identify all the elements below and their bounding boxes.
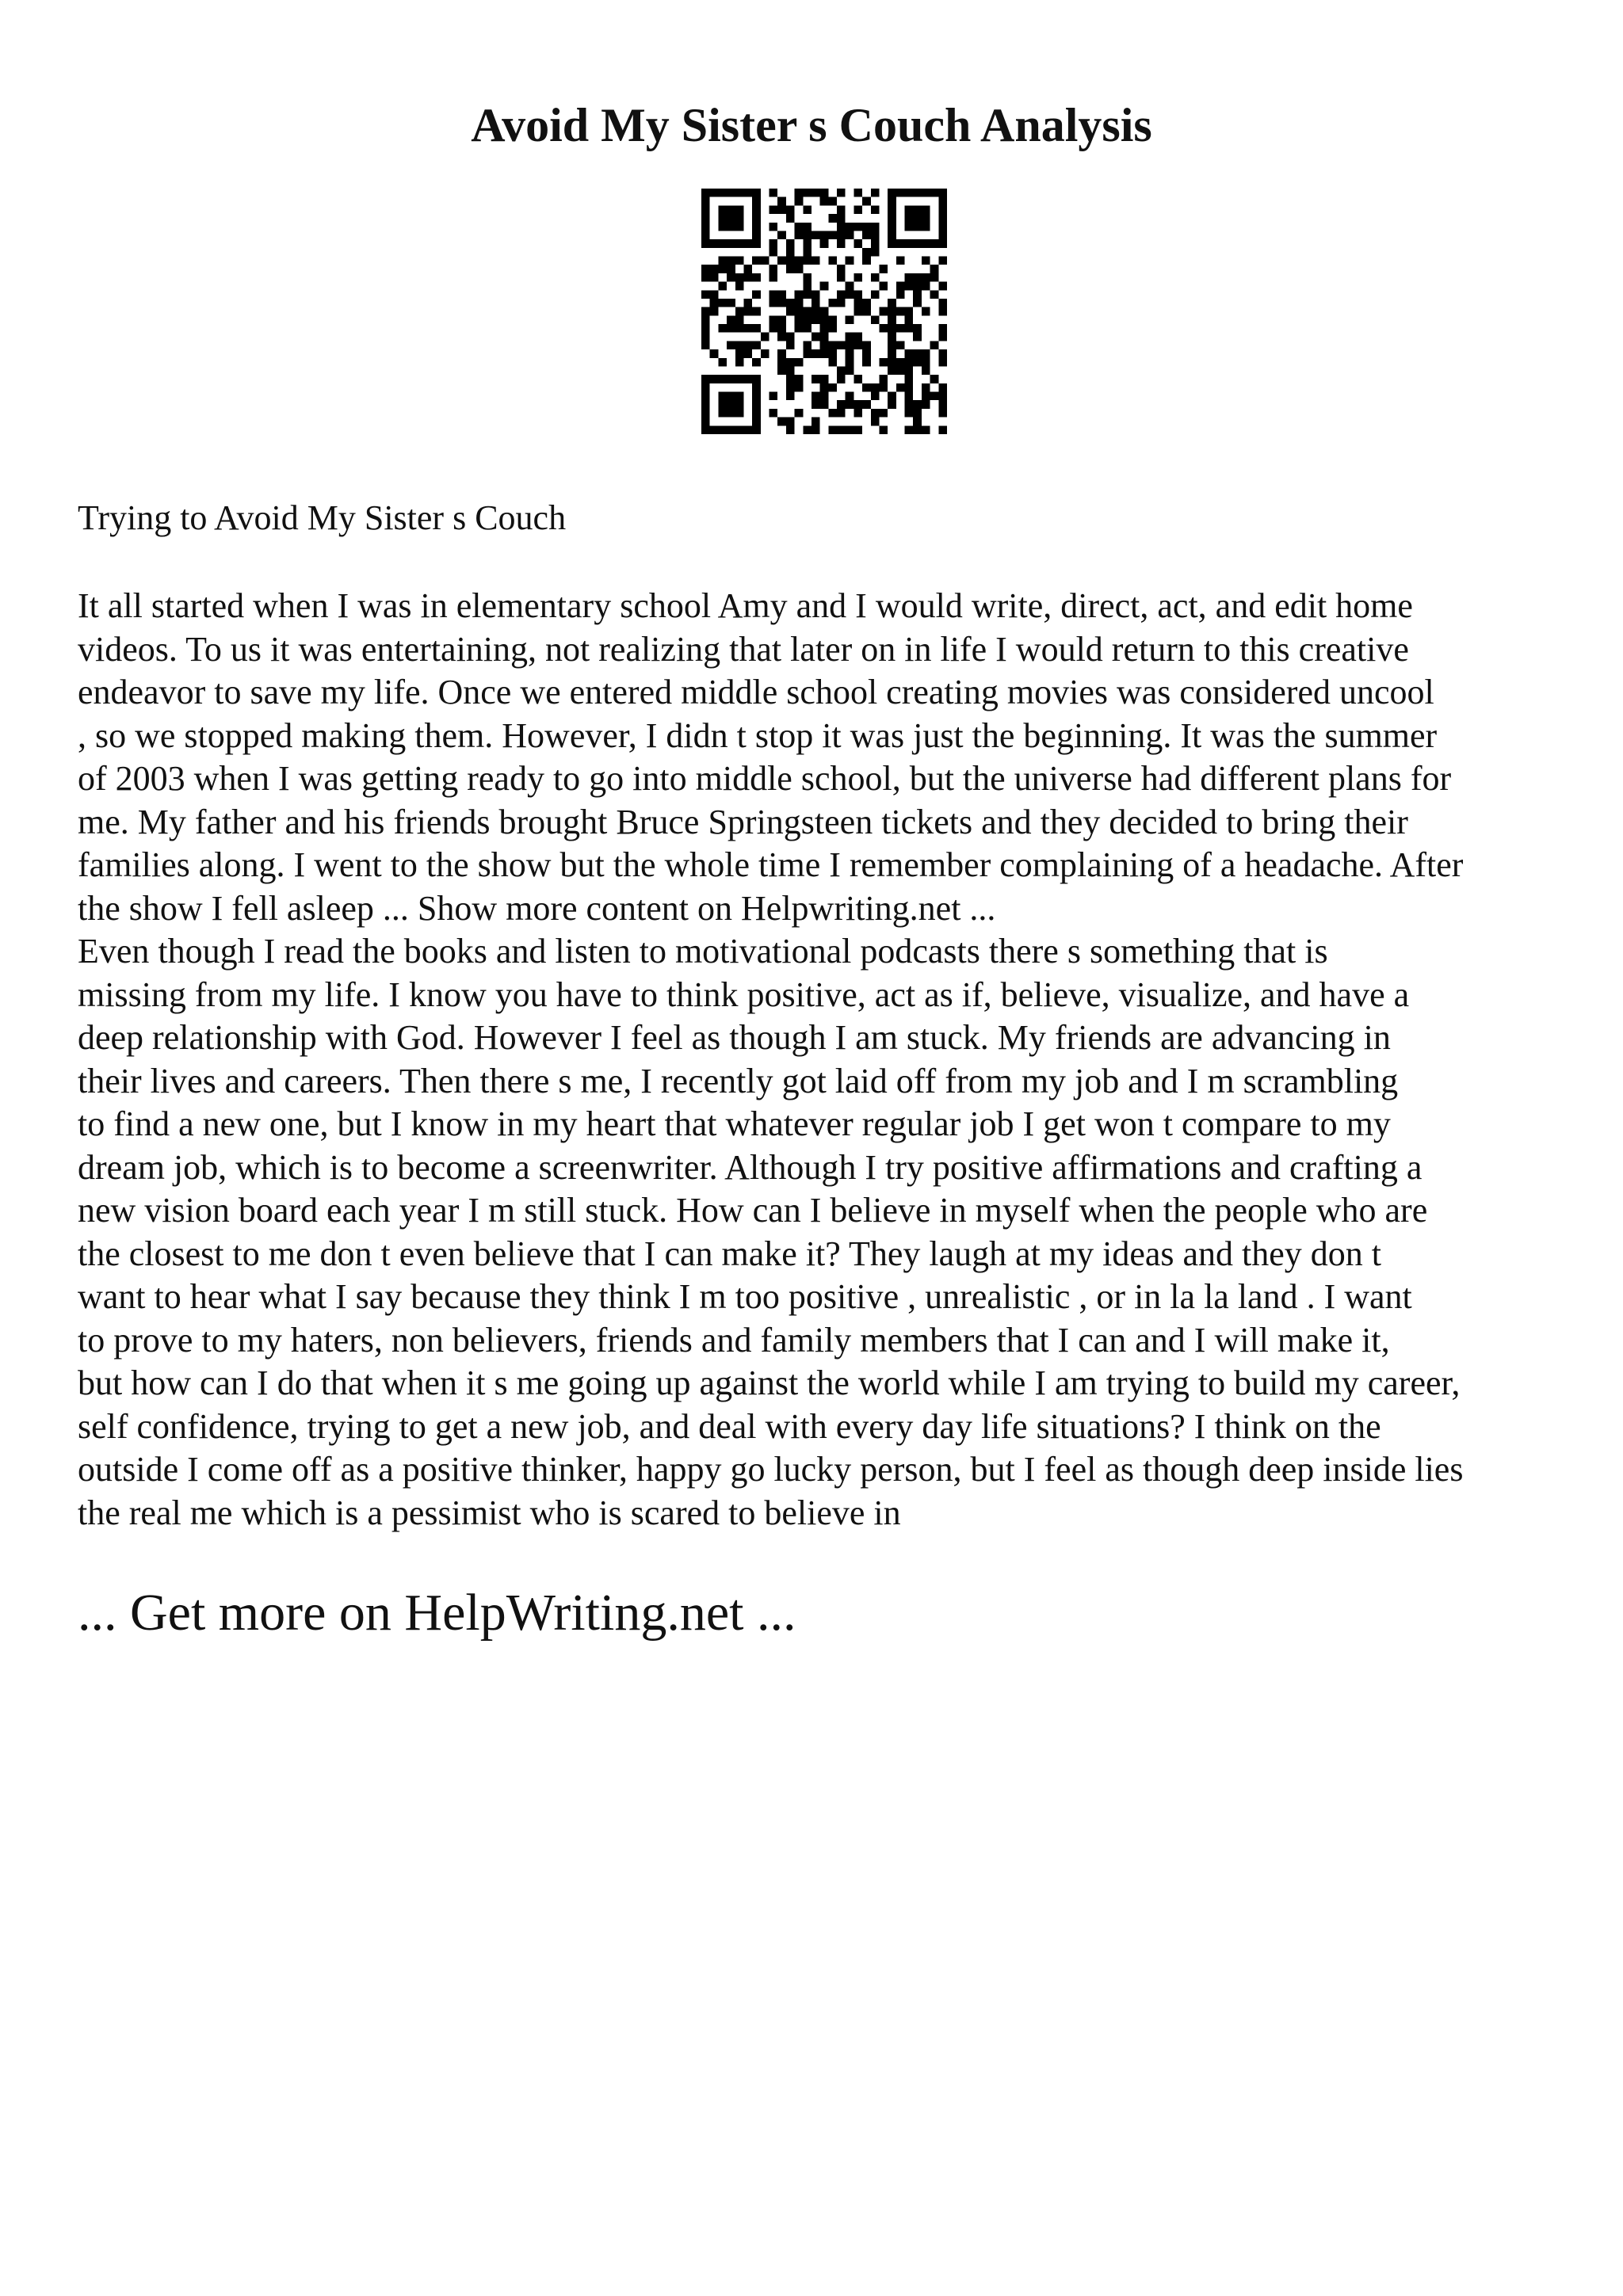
body-line: deep relationship with God. However I feel as though I am stuck. My friends are advancing in <box>78 1018 1391 1057</box>
body-line: to find a new one, but I know in my heart that whatever regular job I get won t compare to my <box>78 1104 1391 1143</box>
body-line: me. My father and his friends brought Bruce Springsteen tickets and they decided to bring their <box>78 802 1408 841</box>
body-line: videos. To us it was entertaining, not realizing that later on in life I would return to this creative <box>78 629 1409 669</box>
body-line: self confidence, trying to get a new job, and deal with every day life situations? I think on the <box>78 1406 1381 1446</box>
body-line: but how can I do that when it s me going up against the world while I am trying to build my career, <box>78 1363 1461 1402</box>
body-line: dream job, which is to become a screenwriter. Although I try positive affirmations and crafting a <box>78 1147 1423 1187</box>
document-body <box>78 585 1568 1535</box>
body-line: missing from my life. I know you have to think positive, act as if, believe, visualize, and have a <box>78 974 1410 1014</box>
body-line: want to hear what I say because they think I m too positive , unrealistic , or in la la land . I want <box>78 1277 1412 1316</box>
body-line: the real me which is a pessimist who is scared to believe in <box>78 1493 901 1532</box>
qr-code-icon <box>701 189 947 434</box>
body-line: , so we stopped making them. However, I didn t stop it was just the beginning. It was the summer <box>78 715 1438 755</box>
document-title: Avoid My Sister s Couch Analysis <box>471 99 1152 151</box>
body-line: It all started when I was in elementary school Amy and I would write, direct, act, and edit home <box>78 586 1413 625</box>
body-line: endeavor to save my life. Once we entered middle school creating movies was considered uncool <box>78 673 1434 711</box>
body-line: to prove to my haters, non believers, friends and family members that I can and I will make it, <box>78 1320 1390 1360</box>
body-line: outside I come off as a positive thinker, happy go lucky person, but I feel as though deep inside lies <box>78 1450 1464 1489</box>
body-line: of 2003 when I was getting ready to go into middle school, but the universe had different plans for <box>78 759 1452 798</box>
document-subtitle: Trying to Avoid My Sister s Couch <box>78 498 567 537</box>
get-more-link[interactable]: ... Get more on HelpWriting.net ... <box>78 1584 796 1642</box>
body-line: the show I fell asleep ... Show more content on Helpwriting.net ... <box>78 888 996 928</box>
body-line: Even though I read the books and listen to motivational podcasts there s something that is <box>78 932 1328 971</box>
body-line: new vision board each year I m still stuck. How can I believe in myself when the people who are <box>78 1191 1428 1230</box>
body-line: their lives and careers. Then there s me, I recently got laid off from my job and I m scrambling <box>78 1061 1399 1100</box>
body-line: the closest to me don t even believe that I can make it? They laugh at my ideas and they don t <box>78 1234 1382 1273</box>
body-line: families along. I went to the show but the whole time I remember complaining of a headache. After <box>78 845 1464 884</box>
